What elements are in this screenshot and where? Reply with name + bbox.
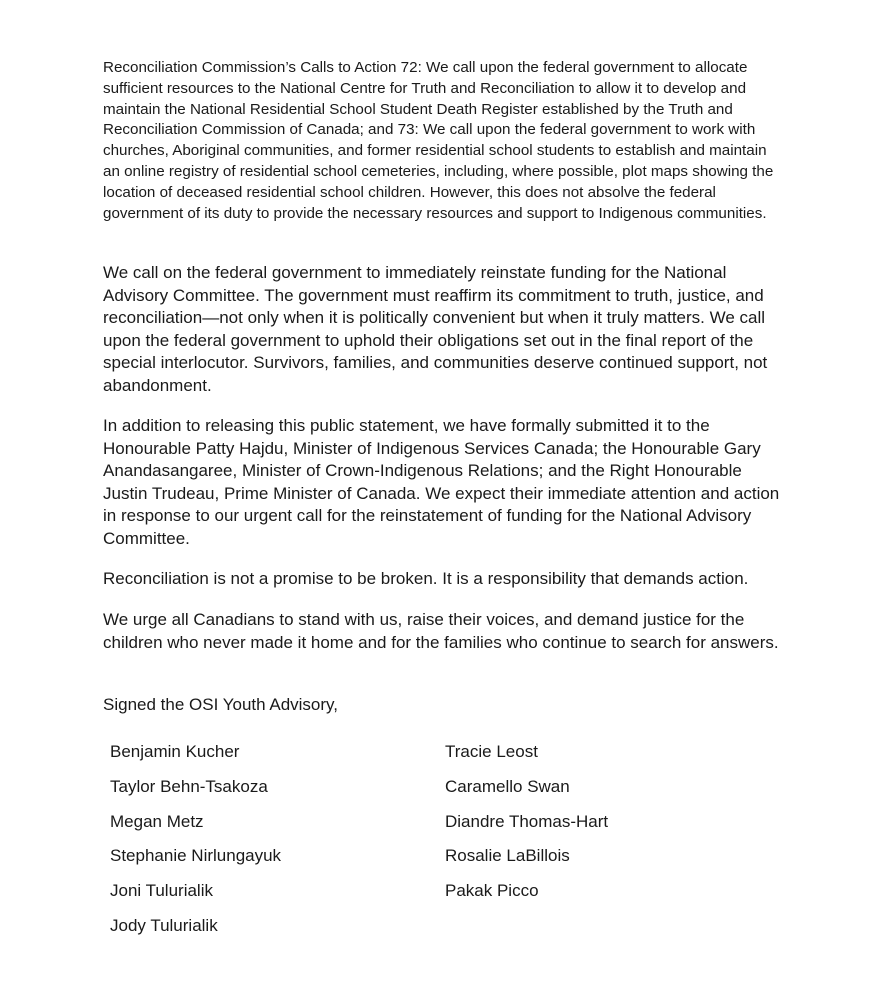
signatories-left-column: [110, 741, 445, 950]
signatory-name: Taylor Behn-Tsakoza: [110, 776, 268, 796]
signed-line: Signed the OSI Youth Advisory,: [103, 695, 339, 714]
signatory-name: Stephanie Nirlungayuk: [110, 846, 282, 866]
signatory-name: Megan Metz: [110, 811, 204, 831]
signatory-name: Benjamin Kucher: [110, 742, 240, 761]
signatory-name: Jody Tulurialik: [110, 915, 218, 935]
submission-paragraph: In addition to releasing this public statement, we have formally submitted it to the Honourable Patty Hajdu, Minister of Indigenous Services Canada; the Honourable Gary Anandasangaree, Minister of Crown-Indigenous Relations; and the Right Honourable Justin Trudeau, Prime Minister of Canada. We expect their immediate attention and action in response to our urgent call for the reinstatement of funding for the National Advisory Committee.: [103, 416, 780, 548]
reinstate-funding-paragraph: We call on the federal government to immediately reinstate funding for the National Advisory Committee. The government must reaffirm its commitment to truth, justice, and reconciliation—not only when it is politically convenient but when it truly matters. We call upon the federal government to uphold their obligations set out in the final report of the special interlocutor. Survivors, families, and communities deserve continued support, not abandonment.: [103, 263, 768, 395]
reconciliation-statement: Reconciliation is not a promise to be broken. It is a responsibility that demands action.: [103, 569, 749, 588]
signatories-list: [110, 741, 710, 950]
signatory-name: Tracie Leost: [445, 742, 538, 761]
signatory-name: Joni Tulurialik: [110, 881, 213, 901]
signatories-right-column: [445, 741, 710, 950]
calls-to-action-paragraph: Reconciliation Commission’s Calls to Action 72: We call upon the federal government to allocate sufficient resources to the National Centre for Truth and Reconciliation to allow it to develop and maintain the National Residential School Student Death Register established by the Truth and Reconciliation Commission of Canada; and 73: We call upon the federal government to work with churches, Aboriginal communities, and former residential school students to establish and maintain an online registry of residential school cemeteries, including, where possible, plot maps showing the location of deceased residential school children. However, this does not absolve the federal government of its duty to provide the necessary resources and support to Indigenous communities.: [103, 59, 774, 222]
signatory-name: Rosalie LaBillois: [445, 846, 570, 866]
signatory-name: Caramello Swan: [445, 776, 570, 796]
signatory-name: Diandre Thomas-Hart: [445, 811, 609, 831]
signatory-name: Pakak Picco: [445, 881, 539, 901]
urge-canadians-paragraph: We urge all Canadians to stand with us, raise their voices, and demand justice for the children who never made it home and for the families who continue to search for answers.: [103, 610, 779, 652]
